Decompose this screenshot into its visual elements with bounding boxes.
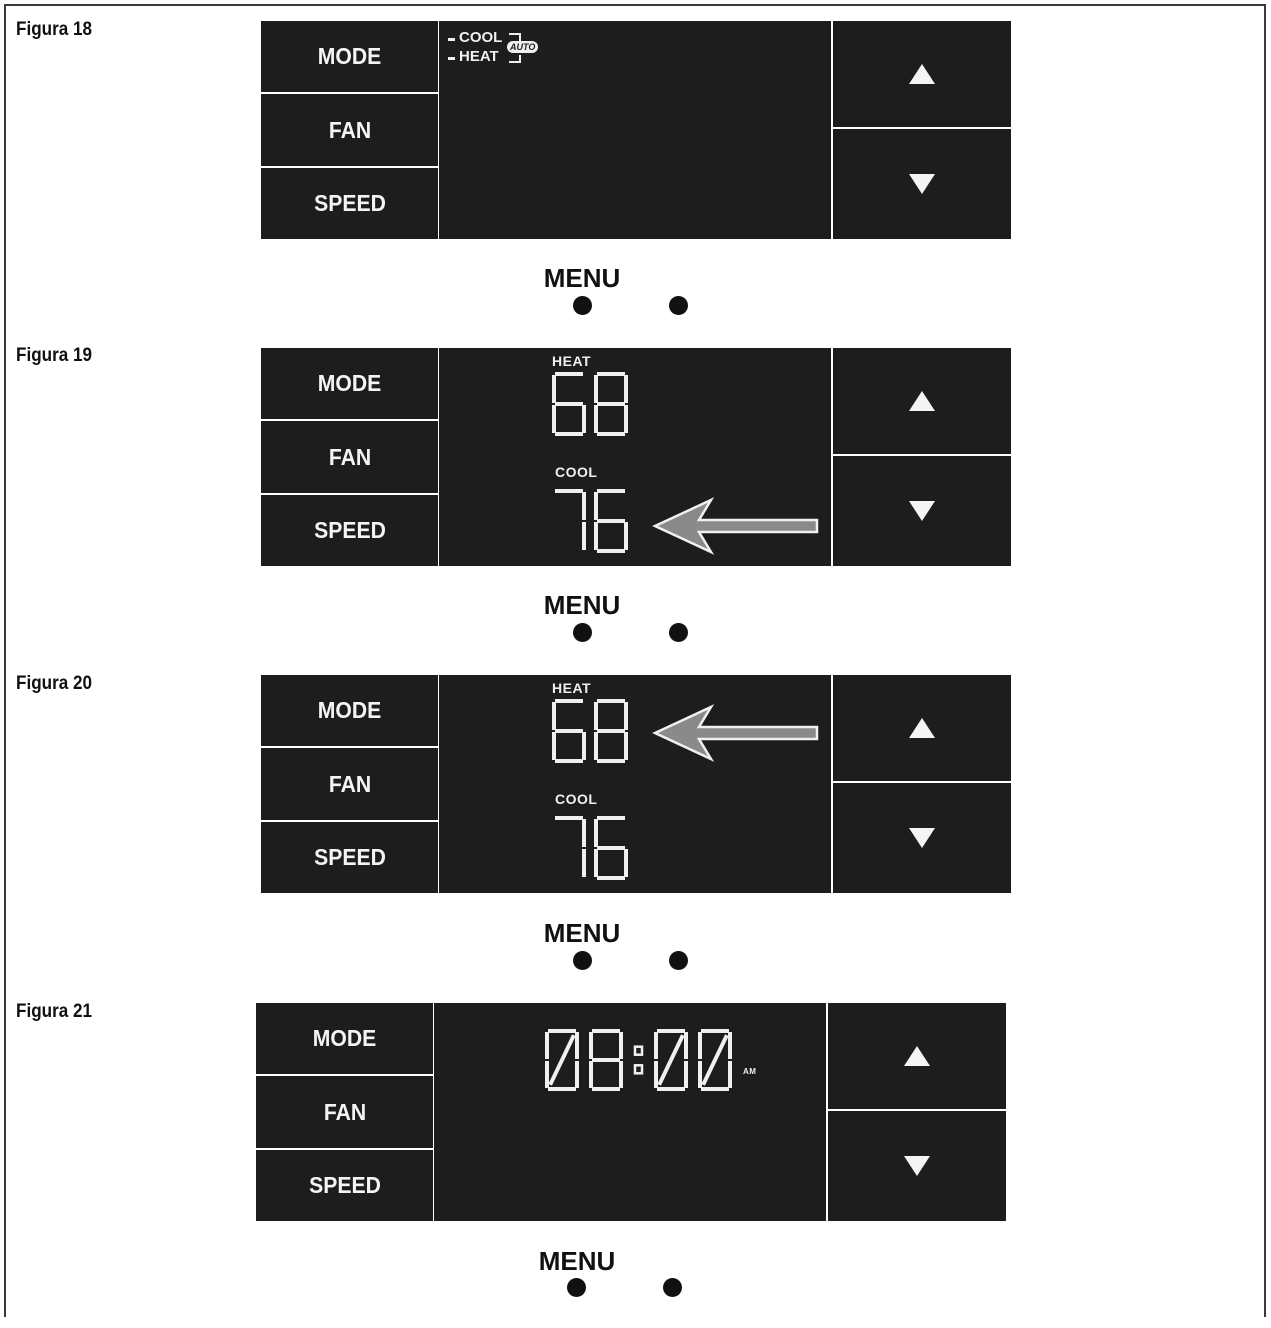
heat-setpoint-digits [552, 699, 628, 763]
triangle-up-icon [909, 391, 935, 411]
mode-button[interactable]: MODE [261, 21, 438, 92]
bracket-bottom [509, 55, 521, 63]
lcd-screen [434, 1003, 826, 1221]
button-column [261, 21, 438, 239]
menu-label: MENU [543, 590, 621, 620]
up-button[interactable] [833, 675, 1011, 781]
figure-label: Figura 20 [16, 673, 93, 694]
button-column [256, 1003, 433, 1221]
menu-dot-right[interactable] [663, 1278, 682, 1297]
fan-button[interactable]: FAN [261, 421, 438, 493]
colon-dot [635, 1047, 642, 1055]
down-button[interactable] [828, 1111, 1006, 1221]
up-button[interactable] [828, 1003, 1006, 1109]
down-button[interactable] [833, 129, 1011, 239]
heat-dash [448, 57, 455, 60]
triangle-up-icon [909, 64, 935, 84]
button-column [261, 348, 438, 566]
menu-dot-right[interactable] [669, 623, 688, 642]
menu-dot-right[interactable] [669, 296, 688, 315]
figure-label: Figura 18 [16, 19, 93, 40]
triangle-up-icon [909, 718, 935, 738]
speed-button[interactable]: SPEED [256, 1150, 433, 1221]
cool-setpoint-digits [552, 816, 628, 880]
thermostat-panel [261, 348, 1011, 566]
menu-dot-left[interactable] [573, 296, 592, 315]
menu-dot-right[interactable] [669, 951, 688, 970]
figure-label: Figura 19 [16, 345, 93, 366]
lcd-screen [439, 348, 831, 566]
auto-badge: AUTO [507, 41, 538, 53]
fan-button[interactable]: FAN [261, 94, 438, 166]
figure-19 [0, 345, 1271, 672]
heat-label: HEAT [552, 680, 592, 696]
figure-18 [0, 19, 1271, 346]
arrow-column [833, 675, 1011, 893]
thermostat-panel [261, 675, 1011, 893]
am-indicator: AM [743, 1067, 757, 1076]
left-arrow-icon [649, 496, 819, 556]
triangle-down-icon [909, 501, 935, 521]
triangle-down-icon [909, 174, 935, 194]
cool-mode-label: COOL [459, 29, 503, 46]
slashed-zero-stroke [704, 1037, 726, 1083]
figure-label: Figura 21 [16, 1001, 93, 1022]
arrow-column [833, 348, 1011, 566]
triangle-down-icon [904, 1156, 930, 1176]
button-column [261, 675, 438, 893]
speed-button[interactable]: SPEED [261, 495, 438, 566]
arrow-column [833, 21, 1011, 239]
thermostat-panel [261, 21, 1011, 239]
up-button[interactable] [833, 21, 1011, 127]
clock-digits [545, 1029, 732, 1091]
mode-button[interactable]: MODE [261, 348, 438, 419]
menu-dot-left[interactable] [567, 1278, 586, 1297]
heat-label: HEAT [552, 353, 592, 369]
down-button[interactable] [833, 783, 1011, 893]
triangle-down-icon [909, 828, 935, 848]
speed-button[interactable]: SPEED [261, 168, 438, 239]
lcd-screen [439, 675, 831, 893]
arrow-column [828, 1003, 1006, 1221]
fan-button[interactable]: FAN [256, 1076, 433, 1148]
cool-setpoint-digits [552, 489, 628, 553]
slashed-zero-stroke [551, 1037, 573, 1083]
figure-21 [0, 1001, 1271, 1328]
lcd-screen [439, 21, 831, 239]
cool-label: COOL [555, 791, 598, 807]
heat-mode-label: HEAT [459, 48, 499, 65]
mode-button[interactable]: MODE [256, 1003, 433, 1074]
down-button[interactable] [833, 456, 1011, 566]
cool-label: COOL [555, 464, 598, 480]
menu-label: MENU [543, 263, 621, 293]
up-button[interactable] [833, 348, 1011, 454]
thermostat-panel [256, 1003, 1006, 1221]
menu-label: MENU [543, 918, 621, 948]
heat-setpoint-digits [552, 372, 628, 436]
menu-dot-left[interactable] [573, 951, 592, 970]
fan-button[interactable]: FAN [261, 748, 438, 820]
cool-dash [448, 38, 455, 41]
figure-20 [0, 673, 1271, 1000]
colon-dot [635, 1065, 642, 1073]
bracket-top [509, 33, 521, 41]
mode-button[interactable]: MODE [261, 675, 438, 746]
speed-button[interactable]: SPEED [261, 822, 438, 893]
slashed-zero-stroke [660, 1037, 682, 1083]
menu-label: MENU [538, 1246, 616, 1276]
left-arrow-icon [649, 703, 819, 763]
menu-dot-left[interactable] [573, 623, 592, 642]
triangle-up-icon [904, 1046, 930, 1066]
